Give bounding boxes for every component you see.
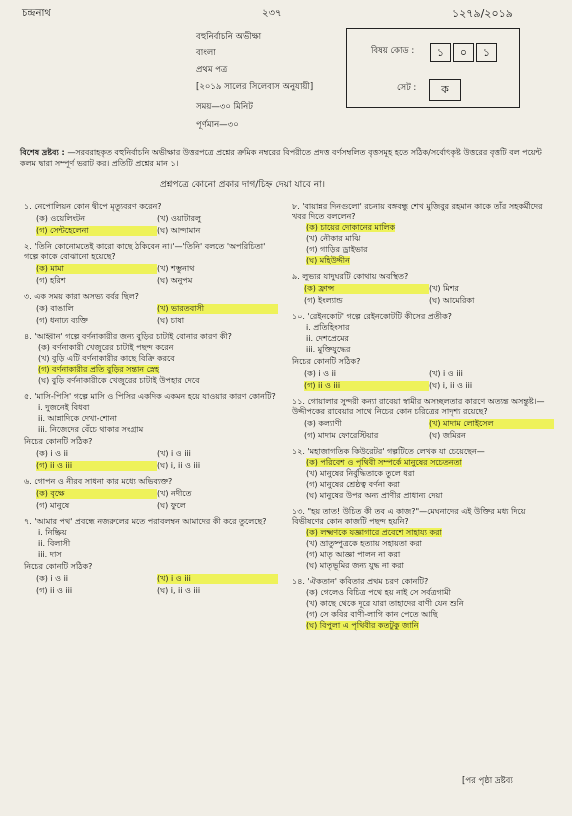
option: (গ) মাদাম ফোরেস্টিয়ার (304, 431, 379, 440)
option: (গ) ইংল্যান্ড (304, 296, 343, 305)
statement: i. প্রতিহিংসার (306, 323, 350, 332)
question-3: ৩. এক সময় কারা অসভ্য বর্বর ছিল? (ক) বাঙালি (খ) ভারতবাসী (গ) ধনাঢ্য ব্যক্তি (ঘ) চাষা (24, 292, 278, 326)
option: (ক) বাঙালি (36, 304, 74, 313)
option: (ঘ) i, ii ও iii (157, 586, 201, 595)
statement: iii. মুক্তিযুদ্ধের (306, 345, 351, 354)
question-10: ১০. 'রেইনকোট' গল্পে রেইনকোটটি কীসের প্রতীক? i. প্রতিহিংসার ii. দেশপ্রেমের iii. মুক্তিযুদ্ধের নিচের কোনটি সঠিক? (ক) i ও ii (খ) i ও iii (গ) ii ও iii (ঘ) i, ii ও iii (292, 312, 554, 391)
subject-code-label: বিষয় কোড : (371, 46, 415, 56)
statement: iii. নিজেদের বেঁচে থাকার সংগ্রাম (38, 425, 144, 434)
option: (ক) বর্ণনাকারী খেজুরের চাটাই পছন্দ করেন (38, 343, 174, 352)
option: (খ) i ও iii (429, 369, 463, 378)
option-highlighted: (গ) বর্ণনাকারীর প্রতি বুড়ির সন্তান স্নেহ (38, 365, 160, 374)
exam-marks: পূর্ণমান—৩০ (196, 120, 239, 130)
question-sub: নিচের কোনটি সঠিক? (24, 562, 93, 571)
option: (ক) i ও ii (36, 574, 69, 583)
code-digit: ১ (476, 43, 497, 62)
question-6: ৬. গোপন ও নীরব সাধনা কার মধ্যে অভিব্যক্ত? (ক) বৃক্ষে (খ) নদীতে (গ) মানুষে (ঘ) ফুলে (24, 477, 278, 511)
option: (খ) কাছে থেকে দূরে যারা তাহাদের বাণী যেন শুনি (306, 599, 464, 608)
code-digit: ১ (430, 43, 451, 62)
option-highlighted: (খ) মাদাম লোইসেল (429, 419, 554, 429)
option: (ঘ) আন্দামান (157, 226, 201, 235)
exam-subject: বাংলা (196, 48, 216, 58)
option-highlighted: (ক) পরিবেশ ও পৃথিবী সম্পর্কে মানুষের সচেতনতা (306, 458, 462, 467)
statement: i. নিষ্ক্রিয় (38, 528, 67, 537)
option-highlighted: (গ) ii ও iii (36, 461, 157, 471)
option: (গ) মানুষে (36, 501, 70, 510)
option: (খ) শম্ভুনাথ (157, 264, 195, 273)
code-digit: ০ (453, 43, 474, 62)
option-highlighted: (ক) ফ্রান্স (304, 284, 429, 294)
option-highlighted: (ঘ) মহিউদ্দীন (306, 256, 350, 265)
question-9: ৯. লুভ্যর যাদুঘরটি কোথায় অবস্থিত? (ক) ফ্রান্স (খ) মিশর (গ) ইংল্যান্ড (ঘ) আমেরিকা (292, 272, 554, 306)
option: (ক) কল্যাণী (304, 419, 342, 428)
option: (খ) ভ্রাতুষ্পুত্রকে হত্যায় সহায়তা করা (306, 539, 422, 548)
option: (খ) বুড়ি এটি বর্ণনাকারীর কাছে বিক্রি করবে (38, 354, 175, 363)
header-left-text: চন্দ্রনাথ (22, 8, 51, 19)
option: (ক) ওয়েলিংটন (36, 214, 86, 223)
notice-text: —সরবরাহকৃত বহুনির্বাচনি অভীক্ষার উত্তরপত্রে প্রশ্নের ক্রমিক নম্বরের বিপরীতে প্রদত্ত বর্ণসম্বলিত বৃত্তসমূহ হতে সঠিক/সর্বোৎকৃষ্ট উত্তরের বৃত্তটি বল পয়েন্ট কলম দ্বারা সম্পূর্ণ ভরাট কর। প্রতিটি প্রশ্নের মান ১। (20, 148, 542, 169)
option: (ঘ) অনুপম (157, 276, 193, 285)
question-sub: নিচের কোনটি সঠিক? (24, 437, 93, 446)
option: (খ) মানুষের নির্বুদ্ধিতাকে তুলে ধরা (306, 469, 415, 478)
statement: iii. দাস (38, 550, 62, 559)
option: (ঘ) চাষা (157, 316, 185, 325)
statement: ii. বিলাসী (38, 539, 71, 548)
statement: i. দুজনেই বিধবা (38, 403, 90, 412)
set-value: ক (429, 79, 461, 101)
option: (গ) মাতৃ আজ্ঞা পালন না করা (306, 550, 401, 559)
question-1: ১. নেপোলিয়ন কোন দ্বীপে মৃত্যুবরণ করেন? (ক) ওয়েলিংটন (খ) ওয়াটারলু (গ) সেন্টহেলেনা (ঘ) আন্দামান (24, 202, 278, 236)
option-highlighted: (গ) সেন্টহেলেনা (36, 226, 157, 236)
option: (গ) গাড়ির ড্রাইভার (306, 245, 368, 254)
option: (ঘ) i, ii ও iii (157, 461, 201, 470)
option: (খ) নদীতে (157, 489, 192, 498)
option: (ক) i ও ii (304, 369, 337, 378)
statement: ii. দেশপ্রেমের (306, 334, 349, 343)
option: (ঘ) বুড়ি বর্ণনাকারীকে খেজুরের চাটাই উপহার দেবে (38, 376, 200, 385)
subject-code-digits (430, 43, 499, 62)
question-7: ৭. 'আমার পথ' প্রবন্ধে নজরুলের মতে পরাবলম্বন আমাদের কী করে তুলেছে? i. নিষ্ক্রিয় ii. বিলাসী iii. দাস নিচের কোনটি সঠিক? (ক) i ও ii (খ) i ও iii (গ) ii ও iii (ঘ) i, ii ও iii (24, 517, 278, 596)
option: (ঘ) মানুষের উপর অন্য প্রাণীর প্রাধান্য দেয়া (306, 491, 443, 500)
question-2: ২. 'তিনি কোনোমতেই কারো কাছে ঠকিবেন না।'—'তিনি' বলতে 'অপরিচিতা' গল্পে কাকে বোঝানো হয়েছে? (ক) মামা (খ) শম্ভুনাথ (গ) হরিশ (ঘ) অনুপম (24, 242, 278, 286)
option-highlighted: (ক) মামা (36, 264, 157, 274)
notice-label: বিশেষ দ্রষ্টব্য : (20, 148, 65, 157)
option: (খ) i ও iii (157, 449, 191, 458)
option: (ঘ) ফুলে (157, 501, 186, 510)
instruction: প্রশ্নপত্রে কোনো প্রকার দাগ/চিহ্ন দেয়া যাবে না। (160, 180, 325, 190)
question-11: ১১. গোয়ালার সুন্দরী কন্যা রাবেয়া স্বামীর অসচ্ছলতার কারণে অত্যন্ত অসন্তুষ্ট।—উদ্দীপকের রাবেয়ার সাথে নিচের কোন চরিত্রের সাদৃশ্য রয়েছে? (ক) কল্যাণী (খ) মাদাম লোইসেল (গ) মাদাম ফোরেস্টিয়ার (ঘ) জমিরন (292, 397, 554, 441)
code-box (346, 28, 520, 108)
option-highlighted: (ক) বৃক্ষে (36, 489, 157, 499)
option-highlighted: (গ) ii ও iii (304, 381, 429, 391)
question-5: ৫. 'মাসি-পিসি' গল্পে মাসি ও পিসির একদিক একমন হয়ে যাওয়ার কারণ কোনটি? i. দুজনেই বিধবা ii. আন্নাদিকে দেখা-শোনা iii. নিজেদের বেঁচে থাকার সংগ্রাম নিচের কোনটি সঠিক? (ক) i ও ii (খ) i ও iii (গ) ii ও iii (ঘ) i, ii ও iii (24, 392, 278, 471)
option: (খ) ওয়াটারলু (157, 214, 201, 223)
page-number: ২৩৭ (262, 8, 282, 19)
special-notice (20, 147, 550, 169)
option-highlighted: (খ) i ও iii (157, 574, 278, 584)
exam-syllabus: [২০১৯ সালের সিলেবাস অনুযায়ী] (196, 82, 314, 92)
doc-code: ১২৭৯/২০১৯ (452, 7, 513, 20)
option: (ঘ) i, ii ও iii (429, 381, 473, 390)
option: (ঘ) আমেরিকা (429, 296, 475, 305)
question-4: ৪. 'আহ্বান' গল্পে বর্ণনাকারীর জন্য বুড়ির চাটাই বোনার কারণ কী? (ক) বর্ণনাকারী খেজুরের চাটাই পছন্দ করেন (খ) বুড়ি এটি বর্ণনাকারীর কাছে বিক্রি করবে (গ) বর্ণনাকারীর প্রতি বুড়ির সন্তান স্নেহ (ঘ) বুড়ি বর্ণনাকারীকে খেজুরের চাটাই উপহার দেবে (24, 332, 278, 386)
exam-paper: প্রথম পত্র (196, 65, 228, 75)
exam-title: বহুনির্বাচনি অভীক্ষা (196, 32, 262, 42)
option: (খ) নৌকার মাঝি (306, 234, 361, 243)
question-12: ১২. 'মহাজাগতিক কিউরেটর' গল্পটিতে লেখক যা চেয়েছেন— (ক) পরিবেশ ও পৃথিবী সম্পর্কে মানুষের সচেতনতা (খ) মানুষের নির্বুদ্ধিতাকে তুলে ধরা (গ) মানুষের শ্রেষ্ঠত্ব বর্ণনা করা (ঘ) মানুষের উপর অন্য প্রাণীর প্রাধান্য দেয়া (292, 447, 554, 501)
option: (ঘ) মাতৃভূমির জন্য যুদ্ধ না করা (306, 561, 404, 570)
option-highlighted: (ক) চায়ের দোকানের মালিক (306, 223, 396, 232)
option-highlighted: (খ) ভারতবাসী (157, 304, 278, 314)
exam-time: সময়—৩০ মিনিট (196, 102, 253, 112)
option: (ক) গেলেও বিচিত্র পথে হয় নাই সে সর্বত্রগামী (306, 588, 451, 597)
next-page-note: [পর পৃষ্ঠা দ্রষ্টব্য (462, 776, 513, 786)
option: (গ) ii ও iii (36, 586, 73, 595)
question-14: ১৪. 'ঐকতান' কবিতার প্রথম চরণ কোনটি? (ক) গেলেও বিচিত্র পথে হয় নাই সে সর্বত্রগামী (খ) কাছে থেকে দূরে যারা তাহাদের বাণী যেন শুনি (গ) সে কবির বাণী-লাগি কান পেতে আছি (ঘ) বিপুলা এ পৃথিবীর কতটুকু জানি (292, 577, 554, 631)
option-highlighted: (ক) লক্ষ্মণকে যজ্ঞাগারে প্রবেশে সাহায্য করা (306, 528, 442, 537)
question-13: ১৩. "হয় তাত! উচিত কী তব এ কাজ?"—মেঘনাদের এই উক্তির মধ্য দিয়ে বিভীষণের কোন কাজটি পছন্দ হয়নি? (ক) লক্ষ্মণকে যজ্ঞাগারে প্রবেশে সাহায্য করা (খ) ভ্রাতুষ্পুত্রকে হত্যায় সহায়তা করা (গ) মাতৃ আজ্ঞা পালন না করা (ঘ) মাতৃভূমির জন্য যুদ্ধ না করা (292, 507, 554, 571)
option: (গ) ধনাঢ্য ব্যক্তি (36, 316, 88, 325)
option: (খ) মিশর (429, 284, 459, 293)
statement: ii. আন্নাদিকে দেখা-শোনা (38, 414, 117, 423)
left-column (24, 202, 278, 602)
right-column (292, 202, 554, 637)
question-sub: নিচের কোনটি সঠিক? (292, 357, 361, 366)
option: (গ) মানুষের শ্রেষ্ঠত্ব বর্ণনা করা (306, 480, 400, 489)
option: (ক) i ও ii (36, 449, 69, 458)
option: (গ) হরিশ (36, 276, 66, 285)
option: (গ) সে কবির বাণী-লাগি কান পেতে আছি (306, 610, 438, 619)
set-label: সেট : (397, 83, 417, 93)
option-highlighted: (ঘ) বিপুলা এ পৃথিবীর কতটুকু জানি (306, 621, 419, 630)
question-8: ৮. 'বায়ান্নর দিনগুলো' রচনায় বঙ্গবন্ধু শেখ মুজিবুর রহমান কাকে তাঁর সহকর্মীদের খবর দিতে বললেন? (ক) চায়ের দোকানের মালিক (খ) নৌকার মাঝি (গ) গাড়ির ড্রাইভার (ঘ) মহিউদ্দীন (292, 202, 554, 266)
option: (ঘ) জমিরন (429, 431, 466, 440)
